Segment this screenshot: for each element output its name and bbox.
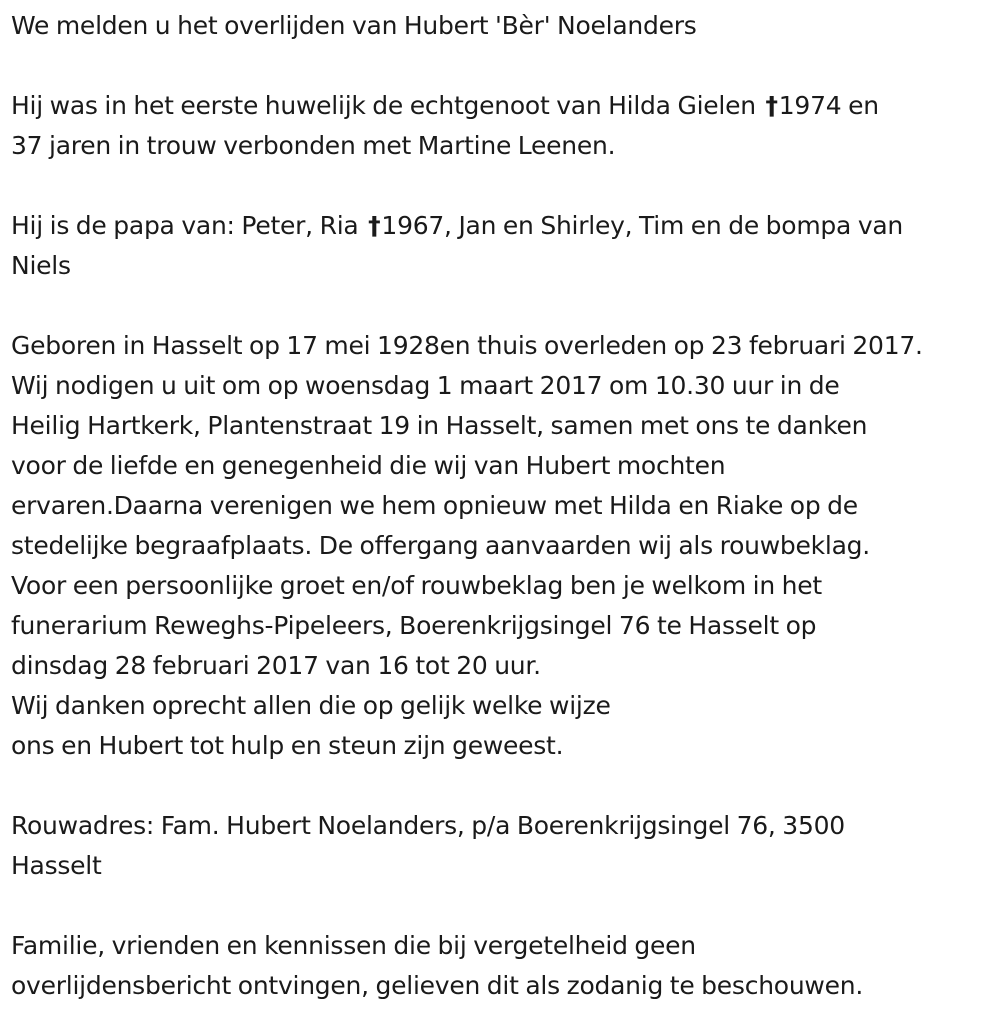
spacer [11,46,1000,86]
closing-line: Familie, vrienden en kennissen die bij vergetelheid geen [11,931,696,960]
address-line: Rouwadres: Fam. Hubert Noelanders, p/a Boerenkrijgsingel 76, 3500 [11,811,845,840]
details-line: ervaren.Daarna verenigen we hem opnieuw met Hilda en Riake op de [11,491,858,520]
intro-line: We melden u het overlijden van Hubert 'Bèr' Noelanders [11,11,697,40]
address-line: Hasselt [11,851,102,880]
death-cross-icon: † [765,91,778,120]
details-line: funerarium Reweghs-Pipeleers, Boerenkrijgsingel 76 te Hasselt op [11,611,817,640]
spacer [11,286,1000,326]
marriage-line-2: 37 jaren in trouw verbonden met Martine Leenen. [11,131,616,160]
death-cross-icon: † [368,211,381,240]
children-text-before: Hij is de papa van: Peter, Ria [11,211,366,240]
details-line: Wij nodigen u uit om op woensdag 1 maart 2017 om 10.30 uur in de [11,371,840,400]
spacer [11,766,1000,806]
details-line: voor de liefde en genegenheid die wij van Hubert mochten [11,451,726,480]
marriage-text-after: 1974 en [778,91,879,120]
details-line: dinsdag 28 februari 2017 van 16 tot 20 uur. [11,651,541,680]
details-line: Wij danken oprecht allen die op gelijk welke wijze [11,691,611,720]
details-line: Voor een persoonlijke groet en/of rouwbeklag ben je welkom in het [11,571,822,600]
details-line: ons en Hubert tot hulp en steun zijn geweest. [11,731,564,760]
marriage-text-before: Hij was in het eerste huwelijk de echtgenoot van Hilda Gielen [11,91,763,120]
spacer [11,166,1000,206]
children-line-1 [11,206,1000,246]
spacer [11,886,1000,926]
details-line: stedelijke begraafplaats. De offergang aanvaarden wij als rouwbeklag. [11,531,870,560]
children-line-2: Niels [11,251,71,280]
details-line: Geboren in Hasselt op 17 mei 1928en thuis overleden op 23 februari 2017. [11,331,923,360]
details-line: Heilig Hartkerk, Plantenstraat 19 in Hasselt, samen met ons te danken [11,411,868,440]
closing-line: overlijdensbericht ontvingen, gelieven dit als zodanig te beschouwen. [11,971,864,1000]
children-text-after: 1967, Jan en Shirley, Tim en de bompa van [381,211,904,240]
marriage-line-1 [11,86,1000,126]
